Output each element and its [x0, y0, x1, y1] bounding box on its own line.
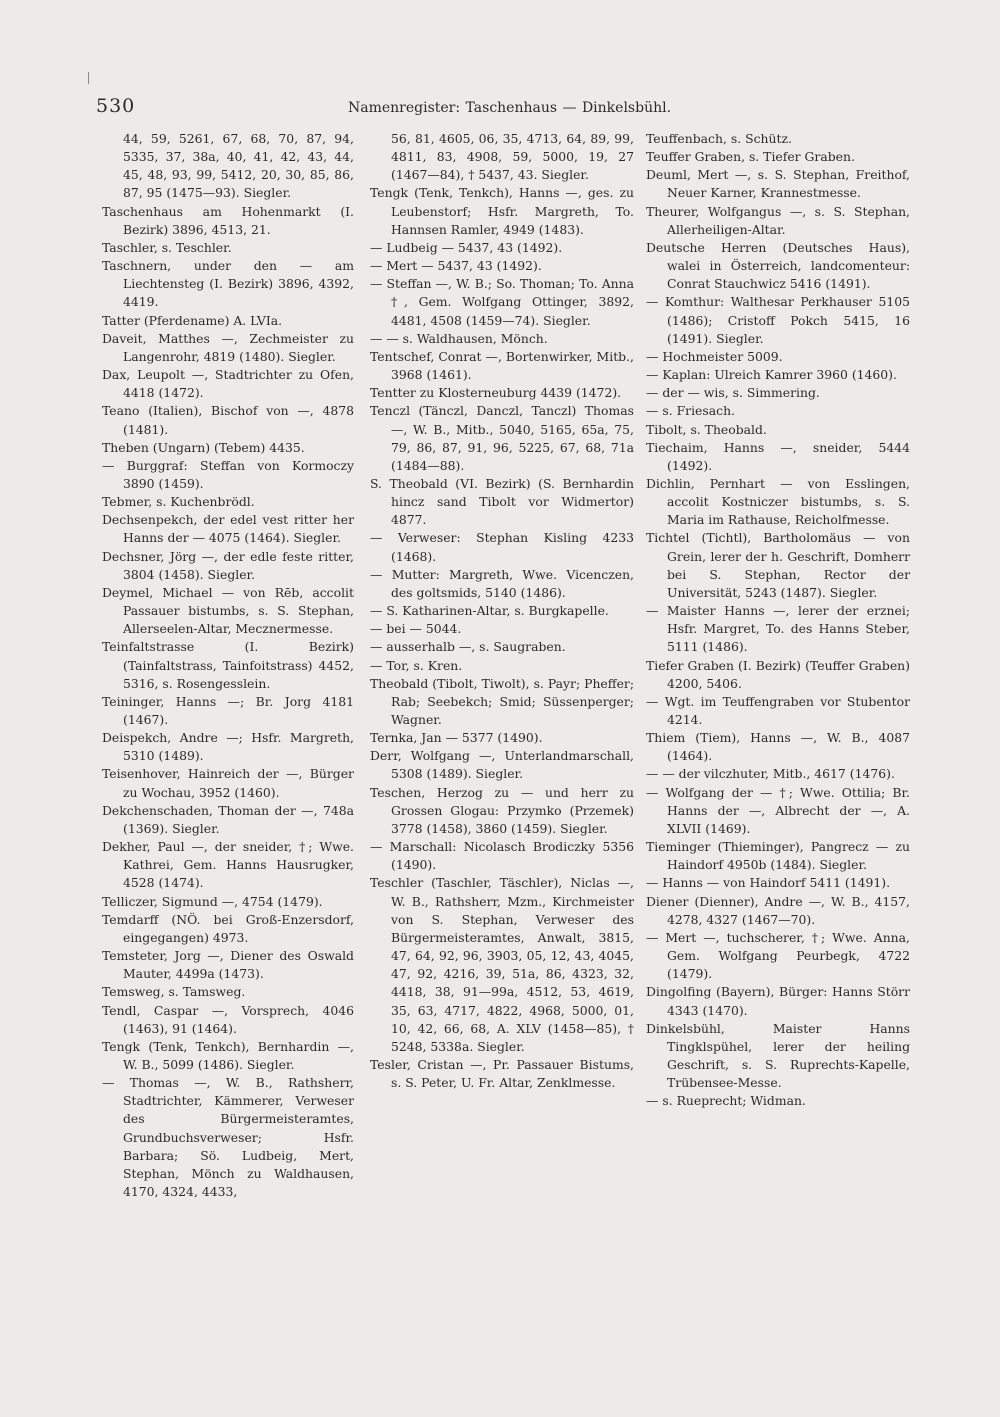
index-entry: Tesler, Cristan —, Pr. Passauer Bistums, s. S. Peter, U. Fr. Altar, Zenklmesse. [370, 1056, 634, 1091]
index-entry: Telliczer, Sigmund —, 4754 (1479). [102, 893, 323, 909]
index-entry: Teinfaltstrasse (I. Bezirk) (Tainfaltstrass, Tainfoitstrass) 4452, 5316, s. Rosengesslein. [102, 639, 354, 691]
index-column-3 [646, 130, 910, 1110]
page-number: 530 [96, 95, 136, 117]
index-entry: Temsteter, Jorg —, Diener des Oswald Mauter, 4499a (1473). [102, 948, 354, 982]
index-entry: Theben (Ungarn) (Tebem) 4435. [102, 439, 305, 455]
index-entry: Deutsche Herren (Deutsches Haus), walei in Österreich, landcomenteur: Conrat Stauchwicz 5416 (1491). [646, 239, 910, 292]
index-entry: — Maister Hanns —, lerer der erznei; Hsfr. Margret, To. des Hanns Steber, 5111 (1486). [646, 603, 910, 655]
index-entry: — Steffan —, W. B.; So. Thoman; To. Anna †, Gem. Wolfgang Ottinger, 3892, 4481, 4508 (1459—74). Siegler. [370, 276, 634, 328]
index-entry: — Kaplan: Ulreich Kamrer 3960 (1460). [646, 367, 897, 383]
index-entry: — Mert —, tuchscherer, †; Wwe. Anna, Gem. Wolfgang Peurbegk, 4722 (1479). [646, 929, 910, 982]
index-entry: — bei — 5044. [370, 621, 462, 637]
index-entry: Tiefer Graben (I. Bezirk) (Teuffer Graben) 4200, 5406. [646, 657, 910, 691]
index-entry: — S. Katharinen-Altar, s. Burgkapelle. [370, 603, 609, 619]
index-entry: — Verweser: Stephan Kisling 4233 (1468). [370, 530, 634, 564]
index-entry: — s. Rueprecht; Widman. [646, 1093, 806, 1109]
index-entry: Teuffenbach, s. Schütz. [646, 131, 792, 146]
index-entry: — Burggraf: Steffan von Kormoczy 3890 (1459). [102, 457, 354, 491]
index-entry: Daveit, Matthes —, Zechmeister zu Langenrohr, 4819 (1480). Siegler. [102, 330, 354, 364]
index-entry: Dingolfing (Bayern), Bürger: Hanns Störr 4343 (1470). [646, 984, 910, 1018]
index-entry: Thiem (Tiem), Hanns —, W. B., 4087 (1464). [646, 730, 910, 764]
index-column-2 [370, 130, 634, 1092]
index-entry: Tentter zu Klosterneuburg 4439 (1472). [370, 385, 622, 401]
index-entry: — Wolfgang der — †; Wwe. Ottilia; Br. Hanns der —, Albrecht der —, A. XLVII (1469). [646, 784, 910, 836]
index-entry: Dechsenpekch, der edel vest ritter her Hanns der — 4075 (1464). Siegler. [102, 512, 354, 546]
index-entry: Temdarff (NÖ. bei Groß-Enzersdorf, eingegangen) 4973. [102, 911, 354, 945]
index-entry: — Hanns — von Haindorf 5411 (1491). [646, 875, 891, 891]
index-entry: Tentschef, Conrat —, Bortenwirker, Mitb., 3968 (1461). [370, 348, 634, 383]
index-entry: — Hochmeister 5009. [646, 348, 783, 364]
index-entry: — Mutter: Margreth, Wwe. Vicenczen, des goltsmids, 5140 (1486). [370, 566, 634, 600]
index-entry: Taschnern, under den — am Liechtensteg (I. Bezirk) 3896, 4392, 4419. [102, 258, 354, 310]
index-entry: — — der vilczhuter, Mitb., 4617 (1476). [646, 766, 895, 782]
index-entry: Dekher, Paul —, der sneider, †; Wwe. Kathrei, Gem. Hanns Hausrugker, 4528 (1474). [102, 839, 354, 891]
index-entry: Tenczl (Tänczl, Danczl, Tanczl) Thomas —, W. B., Mitb., 5040, 5165, 65a, 75, 79, 86, 87, 91, 96, 5225, 67, 68, 71a (1484—88). [370, 403, 634, 473]
index-entry: Tengk (Tenk, Tenkch), Hanns —, ges. zu Leubenstorf; Hsfr. Margreth, To. Hannsen Ramler, 4949 (1483). [370, 185, 634, 237]
index-entry: — Wgt. im Teuffengraben vor Stubentor 4214. [646, 693, 910, 727]
index-entry: — Komthur: Walthesar Perkhauser 5105 (1486); Cristoff Pokch 5415, 16 (1491). Siegler. [646, 294, 910, 346]
index-entry: Derr, Wolfgang —, Unterlandmarschall, 5308 (1489). Siegler. [370, 748, 634, 782]
index-entry: — Marschall: Nicolasch Brodiczky 5356 (1490). [370, 839, 634, 873]
index-entry: 56, 81, 4605, 06, 35, 4713, 64, 89, 99, 4811, 83, 4908, 59, 5000, 19, 27 (1467—84), † 5437, 43. Siegler. [391, 131, 634, 183]
index-entry: Dinkelsbühl, Maister Hanns Tingklspühel, lerer der heiling Geschrift, s. S. Ruprechts-Kapelle, Trübensee-Messe. [646, 1020, 910, 1091]
index-entry: Teininger, Hanns —; Br. Jorg 4181 (1467). [102, 693, 354, 727]
index-entry: Diener (Dienner), Andre —, W. B., 4157, 4278, 4327 (1467—70). [646, 893, 910, 927]
index-entry: Taschler, s. Teschler. [102, 239, 232, 255]
index-entry: Theobald (Tibolt, Tiwolt), s. Payr; Pheffer; Rab; Seebekch; Smid; Süssenperger; Wagner. [370, 675, 634, 727]
index-entry: Dekchenschaden, Thoman der —, 748a (1369). Siegler. [102, 802, 354, 836]
index-entry: Ternka, Jan — 5377 (1490). [370, 730, 543, 746]
index-entry: Teschler (Taschler, Täschler), Niclas —, W. B., Rathsherr, Mzm., Kirchmeister von S. Stephan, Verweser des Bürgermeisteramtes, Anwalt, 3815, 47, 64, 92, 96, 3903, 05, 12, 43, 4045, 47, 92, 4216, 39, 51a, 86, 4323, 32, 4418, 38, 91—99a, 4512, 53, 4619, 35, 63, 4717, 4822, 4968, 5000, 01, 10, 42, 66, 68, A. XLV (1458—85), † 5248, 5338a. Siegler. [370, 875, 634, 1054]
index-entry: — — s. Waldhausen, Mönch. [370, 330, 548, 346]
index-entry: Tichtel (Tichtl), Bartholomäus — von Grein, lerer der h. Geschrift, Domherr bei S. Stephan, Rector der Universität, 5243 (1487). Siegler. [646, 530, 910, 600]
index-entry: Taschenhaus am Hohenmarkt (I. Bezirk) 3896, 4513, 21. [102, 203, 354, 237]
index-entry: Deymel, Michael — von Rēb, accolit Passauer bistumbs, s. S. Stephan, Allerseelen-Altar, Mecznermesse. [102, 584, 354, 637]
index-entry: Tiechaim, Hanns —, sneider, 5444 (1492). [646, 439, 910, 473]
running-title: Namenregister: Taschenhaus — Dinkelsbühl. [348, 100, 672, 116]
index-entry: Teuffer Graben, s. Tiefer Graben. [646, 149, 855, 165]
index-entry: S. Theobald (VI. Bezirk) (S. Bernhardin hincz sand Tibolt vor Widmertor) 4877. [370, 475, 634, 528]
index-entry: — Tor, s. Kren. [370, 657, 463, 673]
index-entry: Dichlin, Pernhart — von Esslingen, accolit Kostniczer bistumbs, s. S. Maria im Rathause, Reicholfmesse. [646, 475, 910, 528]
index-entry: — s. Friesach. [646, 403, 735, 419]
index-entry: Theurer, Wolfgangus —, s. S. Stephan, Allerheiligen-Altar. [646, 203, 910, 237]
index-entry: — Thomas —, W. B., Rathsherr, Stadtrichter, Kämmerer, Verweser des Bürgermeisteramtes, Grundbuchsverweser; Hsfr. Barbara; Sö. Ludbeig, Mert, Stephan, Mönch zu Waldhausen, 4170, 4324, 4433, [102, 1075, 354, 1200]
index-entry: — ausserhalb —, s. Saugraben. [370, 639, 566, 655]
index-entry: Deuml, Mert —, s. S. Stephan, Freithof, Neuer Karner, Krannestmesse. [646, 167, 910, 201]
index-entry: Teschen, Herzog zu — und herr zu Grossen Glogau: Przymko (Przemek) 3778 (1458), 3860 (1459). Siegler. [370, 784, 634, 836]
index-entry: — Ludbeig — 5437, 43 (1492). [370, 239, 563, 255]
index-entry: — Mert — 5437, 43 (1492). [370, 258, 542, 274]
scan-margin-mark [88, 72, 89, 84]
index-entry: Dax, Leupolt —, Stadtrichter zu Ofen, 4418 (1472). [102, 367, 354, 401]
index-entry: — der — wis, s. Simmering. [646, 385, 820, 401]
index-entry: Dechsner, Jörg —, der edle feste ritter, 3804 (1458). Siegler. [102, 548, 354, 582]
index-entry: Tengk (Tenk, Tenkch), Bernhardin —, W. B., 5099 (1486). Siegler. [102, 1038, 354, 1072]
index-entry: Teano (Italien), Bischof von —, 4878 (1481). [102, 403, 354, 437]
index-entry: Tatter (Pferdename) A. LVIa. [102, 312, 283, 328]
index-entry: Tieminger (Thieminger), Pangrecz — zu Haindorf 4950b (1484). Siegler. [646, 839, 910, 873]
index-entry: Tendl, Caspar —, Vorsprech, 4046 (1463), 91 (1464). [102, 1002, 354, 1036]
index-entry: Tibolt, s. Theobald. [646, 421, 767, 437]
index-entry: Deispekch, Andre —; Hsfr. Margreth, 5310 (1489). [102, 730, 354, 764]
index-entry: Tebmer, s. Kuchenbrödl. [102, 494, 255, 510]
index-entry: 44, 59, 5261, 67, 68, 70, 87, 94, 5335, 37, 38a, 40, 41, 42, 43, 44, 45, 48, 93, 99, 5412, 20, 30, 85, 86, 87, 95 (1475—93). Siegler. [123, 131, 354, 201]
index-entry: Teisenhover, Hainreich der —, Bürger zu Wochau, 3952 (1460). [102, 766, 354, 800]
index-entry: Temsweg, s. Tamsweg. [102, 984, 246, 1000]
index-column-1 [102, 130, 354, 1201]
